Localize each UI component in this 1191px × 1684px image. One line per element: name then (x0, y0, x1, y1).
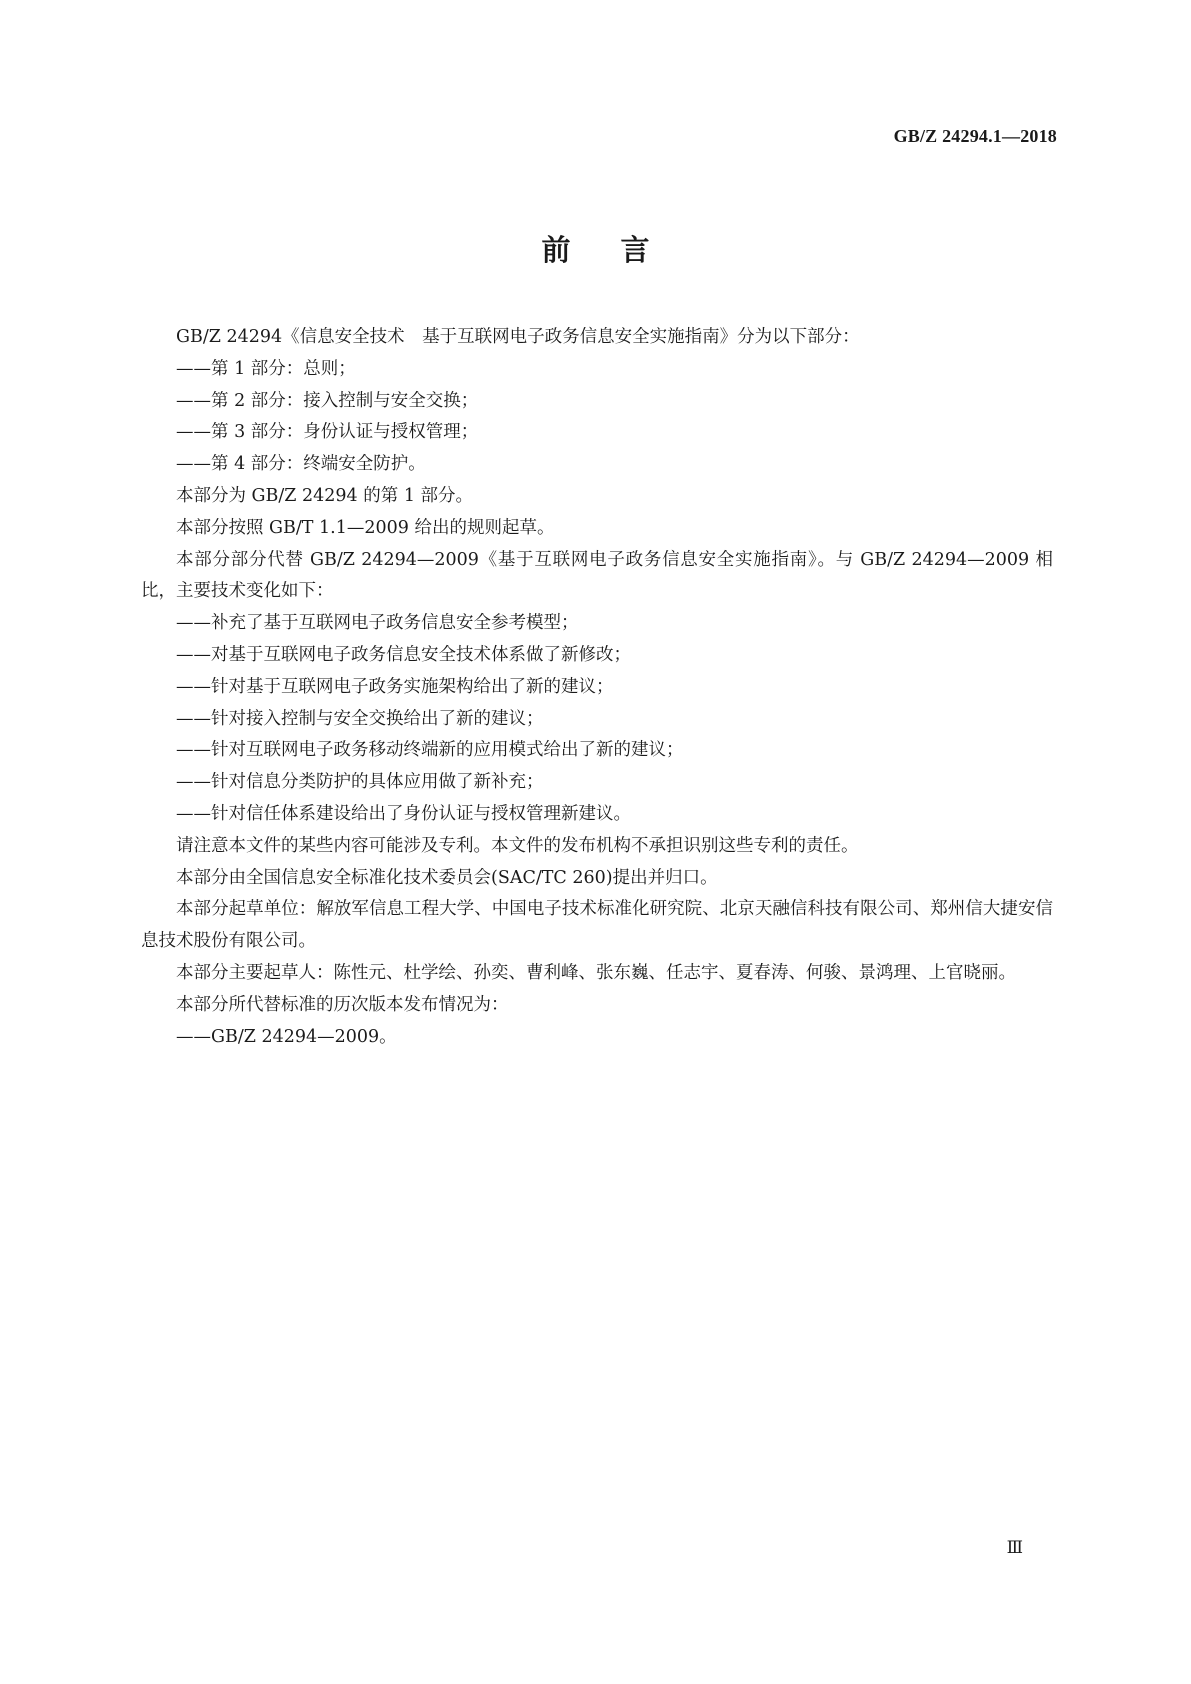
paragraph-drafting-units: 本部分起草单位：解放军信息工程大学、中国电子技术标准化研究院、北京天融信科技有限公司、郑州信大捷安信息技术股份有限公司。 (141, 899, 1053, 952)
paragraph-proposer: 本部分由全国信息安全标准化技术委员会(SAC/TC 260)提出并归口。 (176, 867, 718, 888)
standard-number: GB/Z 24294.1—2018 (893, 126, 1057, 146)
list-item: ——第 3 部分：身份认证与授权管理； (176, 422, 479, 443)
list-item: ——针对基于互联网电子政务实施架构给出了新的建议； (176, 676, 614, 697)
list-item: ——针对信息分类防护的具体应用做了新补充； (176, 772, 544, 793)
list-item: ——针对接入控制与安全交换给出了新的建议； (176, 708, 544, 729)
list-item: ——第 1 部分：总则； (176, 358, 356, 379)
list-item: ——第 4 部分：终端安全防护。 (176, 454, 426, 475)
list-item: ——第 2 部分：接入控制与安全交换； (176, 390, 479, 411)
list-item: ——对基于互联网电子政务信息安全技术体系做了新修改； (176, 644, 631, 665)
page-number: Ⅲ (1006, 1538, 1023, 1557)
paragraph-intro: GB/Z 24294《信息安全技术 基于互联网电子政务信息安全实施指南》分为以下部分： (176, 327, 860, 347)
foreword-body (141, 322, 1053, 1053)
list-item: ——针对互联网电子政务移动终端新的应用模式给出了新的建议； (176, 740, 684, 761)
paragraph-patent-notice: 请注意本文件的某些内容可能涉及专利。本文件的发布机构不承担识别这些专利的责任。 (176, 835, 859, 856)
paragraph-history: 本部分所代替标准的历次版本发布情况为： (176, 994, 509, 1015)
paragraph: 本部分为 GB/Z 24294 的第 1 部分。 (176, 485, 474, 506)
list-item: ——针对信任体系建设给出了身份认证与授权管理新建议。 (176, 803, 631, 824)
list-item: ——补充了基于互联网电子政务信息安全参考模型； (176, 613, 579, 634)
list-item: ——GB/Z 24294—2009。 (176, 1026, 397, 1047)
paragraph: 本部分按照 GB/T 1.1—2009 给出的规则起草。 (176, 517, 555, 538)
paragraph-drafters: 本部分主要起草人：陈性元、杜学绘、孙奕、曹利峰、张东巍、任志宇、夏春涛、何骏、景鸿理、上官晓丽。 (176, 962, 1016, 983)
paragraph-replacement: 本部分部分代替 GB/Z 24294—2009《基于互联网电子政务信息安全实施指南》。与 GB/Z 24294—2009 相比，主要技术变化如下： (141, 549, 1053, 602)
page-title: 前言 (541, 233, 700, 267)
